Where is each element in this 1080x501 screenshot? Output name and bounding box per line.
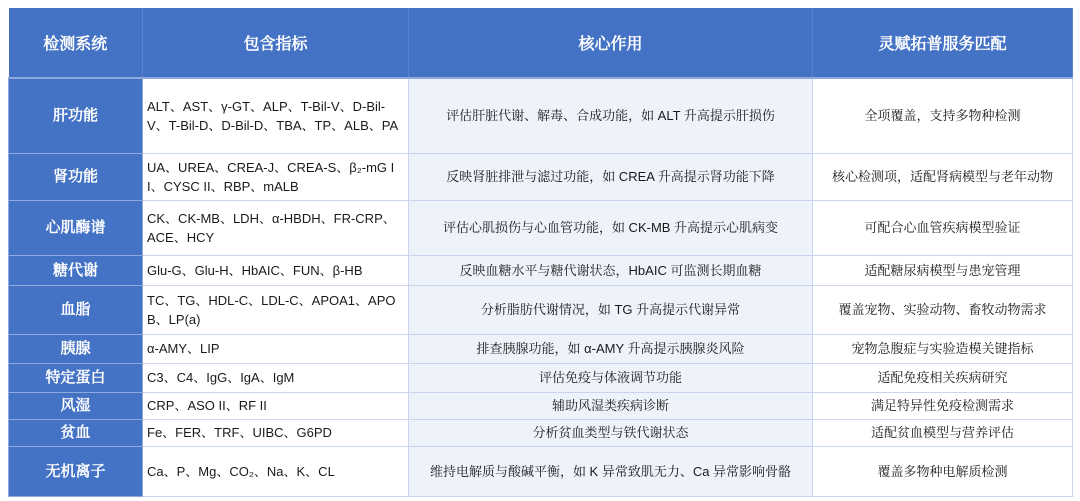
- indicators-cell: α-AMY、LIP: [143, 334, 409, 363]
- table-row: [9, 363, 1073, 392]
- role-cell: 反映肾脏排泄与滤过功能，如 CREA 升高提示肾功能下降: [409, 153, 813, 200]
- system-cell: 胰腺: [9, 334, 143, 363]
- system-cell: 血脂: [9, 285, 143, 334]
- system-cell: 特定蛋白: [9, 363, 143, 392]
- service-cell: 宠物急腹症与实验造模关键指标: [813, 334, 1073, 363]
- role-cell: 分析脂肪代谢情况，如 TG 升高提示代谢异常: [409, 285, 813, 334]
- service-cell: 可配合心血管疾病模型验证: [813, 200, 1073, 255]
- role-cell: 评估肝脏代谢、解毒、合成功能，如 ALT 升高提示肝损伤: [409, 78, 813, 153]
- indicators-cell: Ca、P、Mg、CO₂、Na、K、CL: [143, 446, 409, 496]
- system-cell: 糖代谢: [9, 255, 143, 285]
- header-system: 检测系统: [9, 8, 143, 78]
- role-cell: 反映血糖水平与糖代谢状态，HbAIC 可监测长期血糖: [409, 255, 813, 285]
- indicators-cell: TC、TG、HDL-C、LDL-C、APOA1、APOB、LP(a): [143, 285, 409, 334]
- system-cell: 心肌酶谱: [9, 200, 143, 255]
- table-row: [9, 78, 1073, 153]
- service-cell: 满足特异性免疫检测需求: [813, 392, 1073, 419]
- table-header-row: [9, 8, 1073, 78]
- role-cell: 辅助风湿类疾病诊断: [409, 392, 813, 419]
- service-cell: 全项覆盖，支持多物种检测: [813, 78, 1073, 153]
- table-row: [9, 446, 1073, 496]
- service-cell: 覆盖宠物、实验动物、畜牧动物需求: [813, 285, 1073, 334]
- role-cell: 维持电解质与酸碱平衡，如 K 异常致肌无力、Ca 异常影响骨骼: [409, 446, 813, 496]
- table-row: [9, 153, 1073, 200]
- indicators-cell: ALT、AST、γ-GT、ALP、T-Bil-V、D-Bil-V、T-Bil-D、D-Bil-D、TBA、TP、ALB、PA: [143, 78, 409, 153]
- service-cell: 覆盖多物种电解质检测: [813, 446, 1073, 496]
- role-cell: 排查胰腺功能，如 α-AMY 升高提示胰腺炎风险: [409, 334, 813, 363]
- system-cell: 无机离子: [9, 446, 143, 496]
- indicators-cell: UA、UREA、CREA-J、CREA-S、β₂-mG II、CYSC II、RBP、mALB: [143, 153, 409, 200]
- header-service: 灵赋拓普服务匹配: [813, 8, 1073, 78]
- system-cell: 肾功能: [9, 153, 143, 200]
- table-row: [9, 285, 1073, 334]
- service-cell: 适配贫血模型与营养评估: [813, 419, 1073, 446]
- header-role: 核心作用: [409, 8, 813, 78]
- table-row: [9, 392, 1073, 419]
- table-row: [9, 334, 1073, 363]
- indicators-cell: Fe、FER、TRF、UIBC、G6PD: [143, 419, 409, 446]
- system-cell: 贫血: [9, 419, 143, 446]
- system-cell: 风湿: [9, 392, 143, 419]
- indicators-cell: Glu-G、Glu-H、HbAIC、FUN、β-HB: [143, 255, 409, 285]
- table-row: [9, 419, 1073, 446]
- system-cell: 肝功能: [9, 78, 143, 153]
- role-cell: 评估心肌损伤与心血管功能，如 CK-MB 升高提示心肌病变: [409, 200, 813, 255]
- indicators-cell: CK、CK-MB、LDH、α-HBDH、FR-CRP、ACE、HCY: [143, 200, 409, 255]
- table-row: [9, 255, 1073, 285]
- indicators-cell: CRP、ASO II、RF II: [143, 392, 409, 419]
- role-cell: 分析贫血类型与铁代谢状态: [409, 419, 813, 446]
- service-cell: 适配糖尿病模型与患宠管理: [813, 255, 1073, 285]
- indicators-cell: C3、C4、IgG、IgA、IgM: [143, 363, 409, 392]
- test-system-table: [8, 8, 1073, 497]
- role-cell: 评估免疫与体液调节功能: [409, 363, 813, 392]
- service-cell: 核心检测项，适配肾病模型与老年动物: [813, 153, 1073, 200]
- table-row: [9, 200, 1073, 255]
- service-cell: 适配免疫相关疾病研究: [813, 363, 1073, 392]
- header-indicators: 包含指标: [143, 8, 409, 78]
